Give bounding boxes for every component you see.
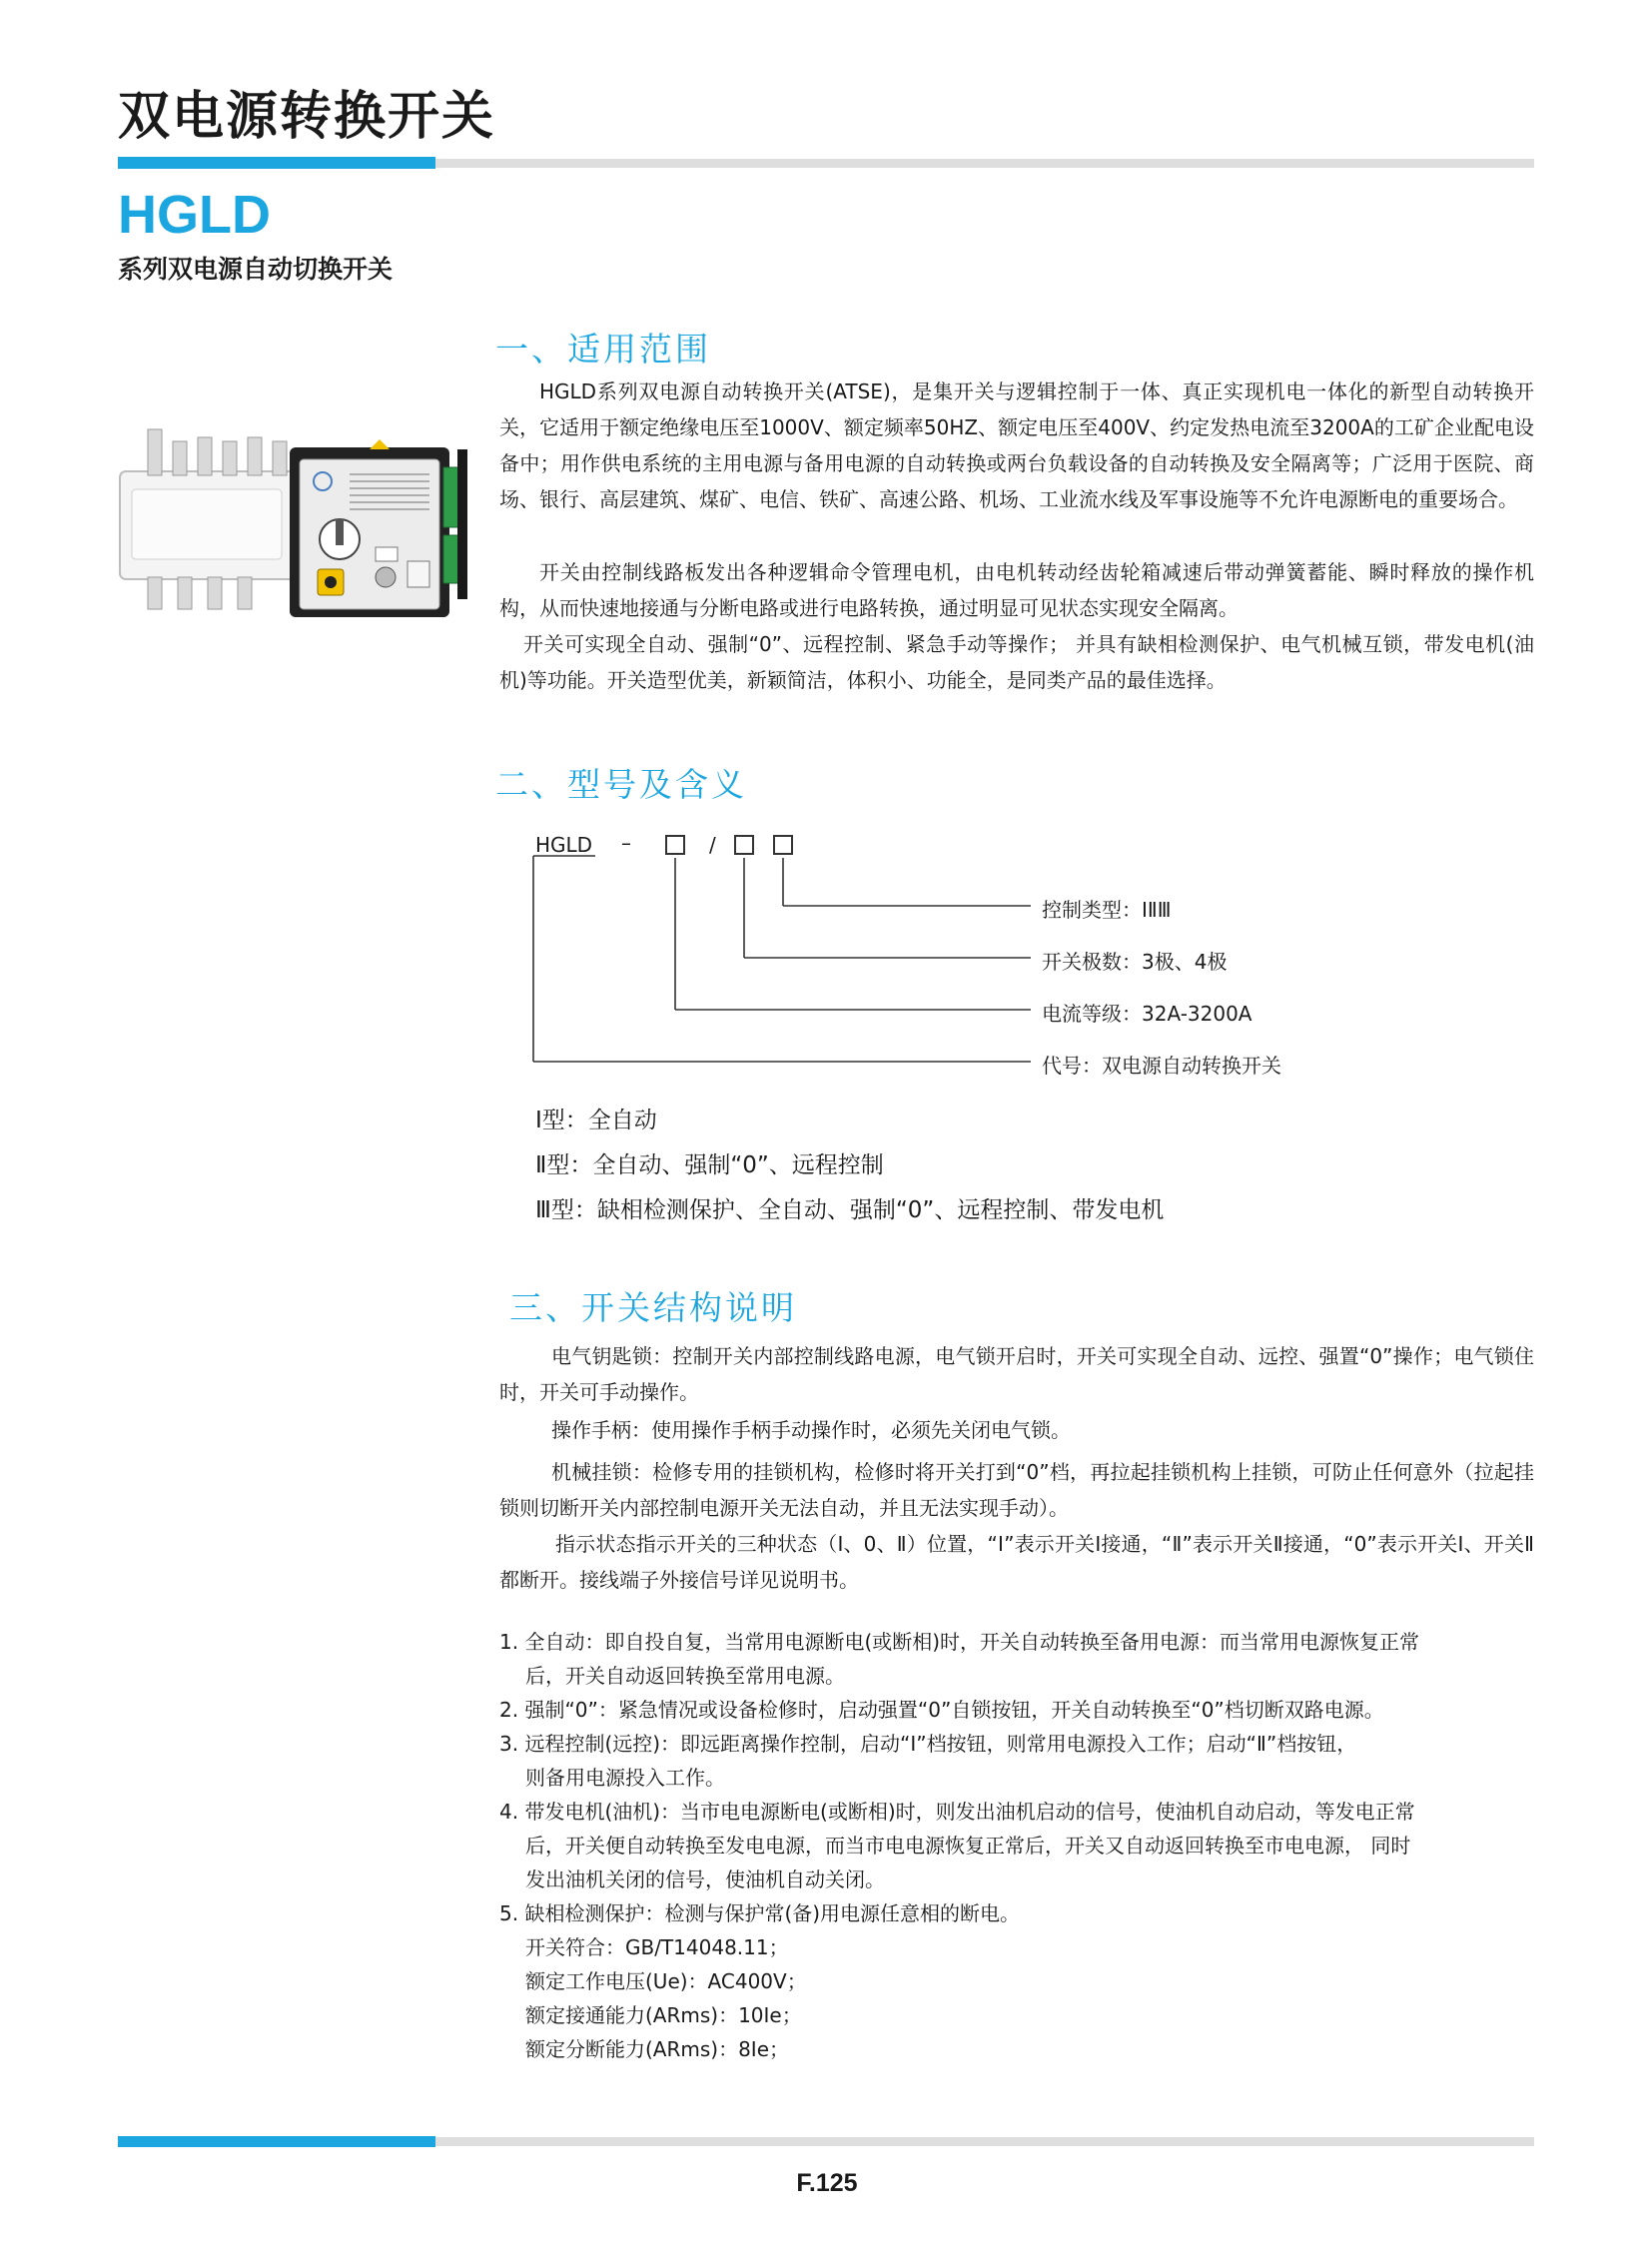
- page-number: F.125: [796, 2169, 858, 2197]
- header-accent-bar: [118, 157, 435, 169]
- section-title-model: 二、型号及含义: [495, 765, 747, 804]
- type-1: Ⅰ型：全自动: [535, 1108, 657, 1133]
- feature-4-line-3: 发出油机关闭的信号，使油机自动关闭。: [525, 1868, 885, 1891]
- scope-paragraph-3: 开关可实现全自动、强制“0”、远程控制、紧急手动等操作； 并具有缺相检测保护、电气机械互锁，带发电机(油机)等功能。开关造型优美，新颖简洁，体积小、功能全，是同类产品的最佳选择。: [499, 632, 1534, 692]
- spec-making-capacity: 额定接通能力(ARms)：10Ie；: [525, 2003, 802, 2027]
- feature-4-line-1: 4. 带发电机(油机)：当市电电源断电(或断相)时，则发出油机启动的信号，使油机自动启动，等发电正常: [499, 1800, 1415, 1824]
- model-code-diagram-lines: [529, 854, 1049, 1074]
- product-image: [118, 419, 469, 629]
- spec-standard: 开关符合：GB/T14048.11；: [525, 1935, 789, 1959]
- page-title: 双电源转换开关: [118, 87, 496, 147]
- feature-1-line-1: 1. 全自动：即自投自复，当常用电源断电(或断相)时，开关自动转换至备用电源：而当常用电源恢复正常: [499, 1630, 1420, 1654]
- section-title-structure: 三、开关结构说明: [509, 1288, 797, 1327]
- label-poles: 开关极数：3极、4极: [1042, 950, 1228, 974]
- feature-5: 5. 缺相检测保护：检测与保护常(备)用电源任意相的断电。: [499, 1901, 1021, 1925]
- structure-key-lock: 电气钥匙锁：控制开关内部控制线路电源，电气锁开启时，开关可实现全自动、远控、强置“0”操作；电气锁住时，开关可手动操作。: [499, 1344, 1534, 1404]
- feature-3-line-2: 则备用电源投入工作。: [525, 1766, 725, 1790]
- structure-indicator: 指示状态指示开关的三种状态（Ⅰ、0、Ⅱ）位置，“Ⅰ”表示开关Ⅰ接通，“Ⅱ”表示开关Ⅱ接通，“0”表示开关Ⅰ、开关Ⅱ都断开。接线端子外接信号详见说明书。: [499, 1532, 1534, 1592]
- label-control-type: 控制类型：ⅠⅡⅢ: [1042, 898, 1172, 922]
- spec-voltage: 额定工作电压(Ue)：AC400V；: [525, 1969, 807, 1993]
- type-3: Ⅲ型：缺相检测保护、全自动、强制“0”、远程控制、带发电机: [535, 1197, 1165, 1223]
- scope-paragraph-2: 开关由控制线路板发出各种逻辑命令管理电机，由电机转动经齿轮箱减速后带动弹簧蓄能、瞬时释放的操作机构，从而快速地接通与分断电路或进行电路转换，通过明显可见状态实现安全隔离。: [499, 560, 1534, 620]
- scope-paragraph-1: HGLD系列双电源自动转换开关(ATSE)，是集开关与逻辑控制于一体、真正实现机电一体化的新型自动转换开关，它适用于额定绝缘电压至1000V、额定频率50HZ、额定电压至400V、约定发热电流至3200A的工矿企业配电设备中；用作供电系统的主用电源与备用电源的自动转换或两台负载设备的自动转换及安全隔离等；广泛用于医院、商场、银行、高层建筑、煤矿、电信、铁矿、高速公路、机场、工业流水线及军事设施等不允许电源断电的重要场合。: [499, 379, 1534, 511]
- label-code: 代号：双电源自动转换开关: [1042, 1054, 1281, 1078]
- feature-4-line-2: 后，开关便自动转换至发电电源，而当市电电源恢复正常后，开关又自动返回转换至市电电源， 同时: [525, 1834, 1411, 1858]
- product-subtitle: 系列双电源自动切换开关: [118, 255, 394, 284]
- label-current-rating: 电流等级：32A-3200A: [1042, 1002, 1252, 1026]
- model-code-prefix: HGLD: [535, 833, 593, 857]
- model-code-box-control: [773, 835, 793, 855]
- section-title-scope: 一、适用范围: [495, 330, 711, 369]
- feature-3-line-1: 3. 远程控制(远控)：即远距离操作控制，启动“Ⅰ”档按钮，则常用电源投入工作；启动“Ⅱ”档按钮，: [499, 1732, 1357, 1756]
- type-2: Ⅱ型：全自动、强制“0”、远程控制: [535, 1152, 884, 1178]
- model-code-slash: /: [709, 833, 716, 857]
- footer-rule: [435, 2137, 1534, 2146]
- model-name: HGLD: [118, 185, 271, 245]
- structure-handle: 操作手柄：使用操作手柄手动操作时，必须先关闭电气锁。: [551, 1418, 1071, 1442]
- structure-padlock: 机械挂锁：检修专用的挂锁机构，检修时将开关打到“0”档，再拉起挂锁机构上挂锁，可防止任何意外（拉起挂锁则切断开关内部控制电源开关无法自动，并且无法实现手动）。: [499, 1460, 1534, 1520]
- footer-accent-bar: [118, 2136, 435, 2147]
- feature-1-line-2: 后，开关自动返回转换至常用电源。: [525, 1664, 845, 1688]
- feature-2: 2. 强制“0”：紧急情况或设备检修时，启动强置“0”自锁按钮，开关自动转换至“0”档切断双路电源。: [499, 1698, 1384, 1722]
- model-code-box-poles: [734, 835, 754, 855]
- header-rule: [435, 159, 1534, 168]
- model-code-box-current: [665, 835, 685, 855]
- spec-breaking-capacity: 额定分断能力(ARms)：8Ie；: [525, 2037, 790, 2061]
- model-code-dash: –: [621, 831, 631, 855]
